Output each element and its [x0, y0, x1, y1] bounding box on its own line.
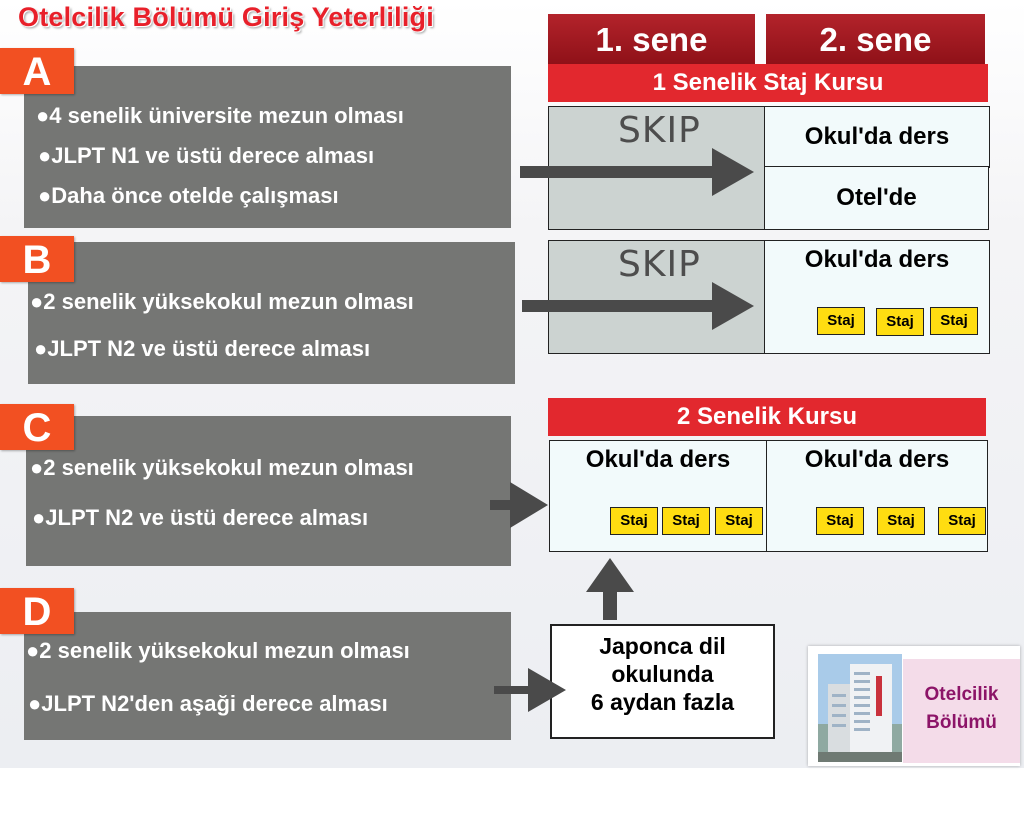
option-c-y1-staj-2: Staj — [662, 507, 710, 535]
arrow-c-icon — [490, 482, 548, 528]
option-c-letter: C — [0, 404, 74, 450]
option-b-letter: B — [0, 236, 74, 282]
option-a-condition-1: ●4 senelik üniversite mezun olması — [36, 103, 404, 128]
option-a-skip-label: SKIP — [618, 110, 701, 151]
option-b-staj-1: Staj — [817, 307, 865, 335]
option-a-condition-3: ●Daha önce otelde çalışması — [38, 183, 339, 208]
one-year-course-banner: 1 Senelik Staj Kursu — [548, 64, 988, 102]
option-a-condition-2: ●JLPT N1 ve üstü derece alması — [38, 143, 375, 168]
language-school-line-3: 6 aydan fazla — [590, 689, 735, 715]
option-b-staj-3: Staj — [930, 307, 978, 335]
two-year-course-banner: 2 Senelik Kursu — [548, 398, 986, 436]
option-c-condition-1: ●2 senelik yüksekokul mezun olması — [30, 455, 414, 480]
option-c-condition-2: ●JLPT N2 ve üstü derece alması — [32, 505, 369, 530]
option-d-condition-2: ●JLPT N2'den aşaği derece alması — [28, 691, 388, 716]
year-2-header: 2. sene — [766, 14, 985, 64]
arrow-d-icon — [494, 668, 566, 712]
option-b-condition-2: ●JLPT N2 ve üstü derece alması — [34, 336, 371, 361]
option-a-school-text: Okul'da ders — [804, 123, 950, 150]
year-1-header: 1. sene — [548, 14, 755, 64]
option-d-letter: D — [0, 588, 74, 634]
option-b-school-text: Okul'da ders — [804, 246, 950, 273]
option-c-year2-text: Okul'da ders — [804, 446, 950, 473]
option-d-condition-1: ●2 senelik yüksekokul mezun olması — [26, 638, 410, 663]
option-c-y1-staj-3: Staj — [715, 507, 763, 535]
option-a-hotel-text: Otel'de — [836, 184, 917, 211]
arrow-up-icon — [586, 558, 634, 620]
logo-text-line-2: Bölümü — [926, 712, 997, 733]
language-school-line-1: Japonca dil — [599, 633, 726, 659]
logo-text — [903, 659, 1020, 763]
option-c-y2-staj-3: Staj — [938, 507, 986, 535]
option-a-letter: A — [0, 48, 74, 94]
option-b-skip-label: SKIP — [618, 244, 701, 285]
page-title: Otelcilik Bölümü Giriş Yeterliliği — [18, 2, 434, 32]
option-c-year1-text: Okul'da ders — [585, 446, 731, 473]
option-c-y2-staj-1: Staj — [816, 507, 864, 535]
option-c-y1-staj-1: Staj — [610, 507, 658, 535]
option-b-condition-1: ●2 senelik yüksekokul mezun olması — [30, 289, 414, 314]
arrow-b-icon — [522, 282, 754, 330]
arrow-a-icon — [520, 148, 754, 196]
building-photo-icon — [818, 654, 902, 762]
language-school-line-2: okulunda — [611, 661, 714, 687]
option-b-staj-2: Staj — [876, 308, 924, 336]
logo-text-line-1: Otelcilik — [924, 684, 999, 705]
option-c-y2-staj-2: Staj — [877, 507, 925, 535]
